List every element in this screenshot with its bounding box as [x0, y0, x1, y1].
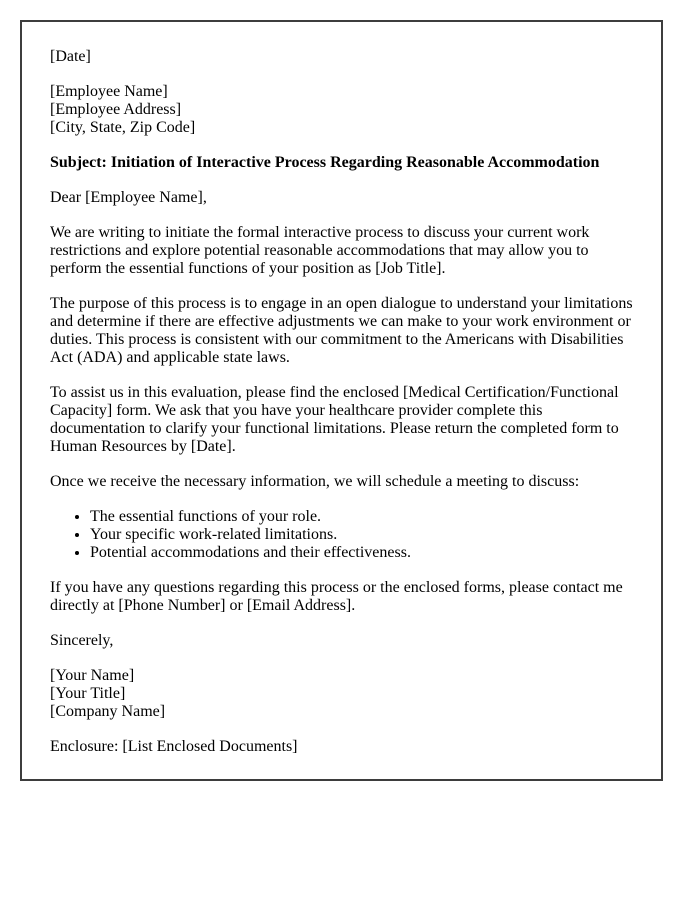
paragraph-questions: If you have any questions regarding this process or the enclosed forms, please contact me directly at [Phone Number] or [Email Address]. — [50, 579, 623, 614]
signature-block — [50, 667, 635, 721]
paragraph-documentation: To assist us in this evaluation, please find the enclosed [Medical Certification/Functional Capacity] form. We ask that you have your healthcare provider complete this documentation to clarify your functional limitations. Please return the completed form to Human Resources by [Date]. — [50, 384, 619, 455]
paragraph-purpose: The purpose of this process is to engage in an open dialogue to understand your limitations and determine if there are effective adjustments we can make to your work environment or duties. This process is consistent with our commitment to the Americans with Disabilities Act (ADA) and applicable state laws. — [50, 295, 633, 366]
enclosure-line: Enclosure: [List Enclosed Documents] — [50, 738, 298, 755]
signature-name-line: [Your Name] — [50, 667, 135, 684]
list-item: • Your specific work-related limitations. — [90, 526, 635, 544]
recipient-address-block — [50, 83, 635, 137]
discussion-topics-list — [50, 508, 635, 562]
salutation: Dear [Employee Name], — [50, 189, 207, 206]
recipient-name-line: [Employee Name] — [50, 83, 168, 100]
recipient-city-line: [City, State, Zip Code] — [50, 119, 196, 136]
recipient-address-line: [Employee Address] — [50, 101, 182, 118]
list-item: • The essential functions of your role. — [90, 508, 635, 526]
signature-company-line: [Company Name] — [50, 703, 166, 720]
sign-off: Sincerely, — [50, 632, 114, 649]
letter-page — [20, 20, 663, 781]
paragraph-meeting: Once we receive the necessary information, we will schedule a meeting to discuss: — [50, 473, 580, 490]
date-line: [Date] — [50, 48, 91, 65]
signature-title-line: [Your Title] — [50, 685, 126, 702]
paragraph-intro: We are writing to initiate the formal interactive process to discuss your current work restrictions and explore potential reasonable accommodations that may allow you to perform the essential functions of your position as [Job Title]. — [50, 224, 590, 277]
list-item: • Potential accommodations and their effectiveness. — [90, 544, 635, 562]
subject-line: Subject: Initiation of Interactive Process Regarding Reasonable Accommodation — [50, 154, 600, 171]
